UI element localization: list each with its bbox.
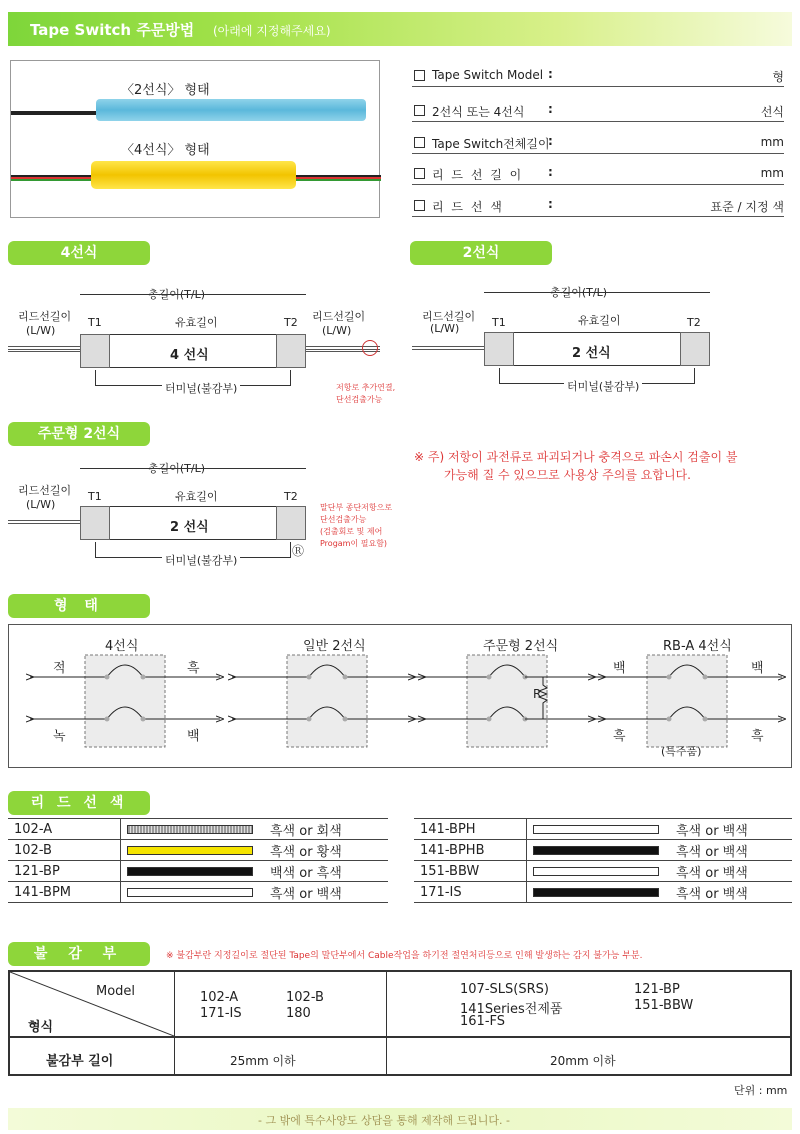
terminal-label: 터미널(불감부) — [162, 552, 240, 568]
order-label: 리 드 선 색 — [432, 200, 504, 214]
lead-wires-left — [412, 346, 484, 350]
model-cell: 151-BBW — [414, 861, 526, 882]
lw-label: (L/W) — [430, 322, 460, 335]
swatch-cell — [526, 819, 676, 840]
eff-length-label: 유효길이 — [578, 314, 621, 327]
contact-dot — [667, 717, 672, 722]
model-102a: 102-A — [200, 990, 239, 1005]
contact-dot — [487, 675, 492, 680]
t1-label: T1 — [88, 490, 102, 503]
wire-color-rt: 흑 — [187, 661, 200, 676]
color-cell: 흑색 or 백색 — [676, 861, 792, 882]
shape-box — [287, 655, 367, 747]
eff-length-label: 유효길이 — [175, 316, 218, 329]
note-red-1: 저항로 추가연결, — [336, 383, 396, 392]
shape-panel — [8, 624, 792, 768]
leadcolor-row — [414, 861, 792, 882]
contact-dot — [105, 675, 110, 680]
contact-dot — [343, 717, 348, 722]
leadcolor-table-right — [414, 818, 792, 903]
contact-dot — [307, 717, 312, 722]
colon: : — [548, 102, 553, 116]
diagram-custom-2wire — [0, 454, 400, 584]
color-cell: 흑색 or 회색 — [270, 819, 388, 840]
note-red-2: 단선검출가능 — [336, 395, 383, 404]
contact-dot — [703, 675, 708, 680]
order-unit: 표준 / 지정 색 — [710, 200, 784, 214]
color-cell: 흑색 or 백색 — [676, 819, 792, 840]
leadcolor-row — [414, 840, 792, 861]
wire-color-rb: 흑 — [751, 729, 764, 744]
deadzone-table — [8, 970, 792, 1076]
total-arrow — [80, 468, 306, 469]
leadcolor-row — [8, 840, 388, 861]
total-arrow — [484, 292, 710, 293]
shape-name-2: 주문형 2선식 — [483, 639, 559, 654]
order-label: 리 드 선 길 이 — [432, 168, 524, 182]
contact-dot — [105, 717, 110, 722]
lead-length-label: 리드선길이 — [18, 484, 72, 497]
shape-box — [85, 655, 165, 747]
order-unit: mm — [760, 135, 784, 149]
color-swatch — [533, 846, 659, 855]
order-row-lead-color[interactable] — [412, 197, 784, 217]
section-shape-head: 형 태 — [8, 594, 150, 618]
order-unit: 선식 — [760, 105, 784, 119]
model-cell: 141-BPHB — [414, 840, 526, 861]
total-length-label: 총길이(T/L) — [148, 462, 206, 475]
lw-label-right: (L/W) — [322, 324, 352, 337]
checkbox[interactable] — [414, 137, 425, 148]
wire-color-lt: 백 — [613, 661, 626, 676]
t2-label: T2 — [284, 490, 298, 503]
leadcolor-table-left — [8, 818, 388, 903]
model-cell: 141-BPH — [414, 819, 526, 840]
tape-center-label: 4 선식 — [170, 348, 209, 363]
header-subtitle: (아래에 지정해주세요) — [213, 24, 331, 38]
model-cell: 121-BP — [8, 861, 120, 882]
deadzone-row-label: 불감부 길이 — [46, 1054, 114, 1069]
color-swatch — [127, 867, 253, 876]
order-label: Tape Switch전체길이 — [432, 137, 550, 151]
swatch-cell — [120, 882, 270, 903]
tape-yellow — [91, 161, 296, 189]
wire-color-lb: 녹 — [53, 729, 66, 744]
t1-label: T1 — [88, 316, 102, 329]
model-180: 180 — [286, 1006, 311, 1021]
wire-end-circle — [362, 340, 378, 356]
model-107sls: 107-SLS(SRS) — [460, 982, 549, 997]
t1-label: T1 — [492, 316, 506, 329]
shape-name-3: RB-A 4선식 — [663, 639, 732, 654]
total-length-label: 총길이(T/L) — [148, 288, 206, 301]
wire-color-rb: 백 — [187, 729, 200, 744]
deadzone-value-25: 25mm 이하 — [230, 1054, 296, 1068]
lw-label: (L/W) — [26, 324, 56, 337]
model-141series: 141Series전제품 — [460, 1002, 563, 1017]
section-custom-2wire-head: 주문형 2선식 — [8, 422, 150, 446]
header-divider — [174, 972, 175, 1074]
row-divider — [10, 1036, 790, 1038]
swatch-cell — [526, 882, 676, 903]
section-leadcolor-head: 리 드 선 색 — [8, 791, 150, 815]
wire-color-rt: 백 — [751, 661, 764, 676]
model-cell: 141-BPM — [8, 882, 120, 903]
contact-dot — [141, 717, 146, 722]
section-4wire-head: 4선식 — [8, 241, 150, 265]
photo-label-2wire: 〈2선식〉 형태 — [121, 83, 210, 98]
lead-length-label-right: 리드선길이 — [312, 310, 366, 323]
color-swatch — [533, 867, 659, 876]
leadcolor-row — [414, 819, 792, 840]
shape-groups — [30, 655, 782, 747]
checkbox[interactable] — [414, 105, 425, 116]
header-bar — [8, 12, 792, 46]
leadcolor-row — [8, 861, 388, 882]
tape-center-label: 2 선식 — [572, 346, 611, 361]
terminal-label: 터미널(불감부) — [564, 378, 642, 394]
product-photo — [10, 60, 380, 218]
colon: : — [548, 197, 553, 211]
wire-multi-4wire-right — [296, 175, 381, 181]
model-121bp: 121-BP — [634, 982, 680, 997]
swatch-cell — [120, 861, 270, 882]
terminal-t1 — [80, 506, 110, 540]
special-order-note: (특주품) — [661, 745, 702, 758]
t2-label: T2 — [284, 316, 298, 329]
lead-length-label: 리드선길이 — [422, 310, 476, 323]
footer-text: - 그 밖에 특수사양도 상담을 통해 제작해 드립니다. - — [258, 1114, 510, 1127]
swatch-cell — [120, 840, 270, 861]
color-swatch — [127, 888, 253, 897]
color-swatch — [127, 825, 253, 834]
swatch-cell — [526, 840, 676, 861]
contact-dot — [343, 675, 348, 680]
lead-wires-left — [8, 520, 80, 524]
order-unit: mm — [760, 166, 784, 180]
lead-wires-left — [8, 346, 80, 352]
shape-box — [647, 655, 727, 747]
color-swatch — [533, 888, 659, 897]
shape-name-0: 4선식 — [105, 639, 139, 654]
terminal-label: 터미널(불감부) — [162, 380, 240, 396]
t2-label: T2 — [687, 316, 701, 329]
header-title: Tape Switch 주문방법 — [30, 21, 195, 39]
group-divider — [386, 972, 387, 1074]
diagram-4wire — [0, 280, 400, 410]
terminal-t1 — [80, 334, 110, 368]
colon: : — [548, 67, 553, 81]
section-2wire-head: 2선식 — [410, 241, 552, 265]
order-unit: 형 — [772, 70, 784, 84]
footer-bar — [8, 1108, 792, 1130]
order-row-lead-length[interactable] — [412, 165, 784, 185]
resistor-label: R — [533, 687, 542, 701]
tape-blue — [96, 99, 366, 121]
total-arrow — [80, 294, 306, 295]
checkbox[interactable] — [414, 70, 425, 81]
wire-color-lb: 흑 — [613, 729, 626, 744]
tape-center-label: 2 선식 — [170, 520, 209, 535]
terminal-t1 — [484, 332, 514, 366]
color-cell: 흑색 or 황색 — [270, 840, 388, 861]
color-cell: 백색 or 흑색 — [270, 861, 388, 882]
colon: : — [548, 134, 553, 148]
warning-line-1: ※ 주) 저항이 과전류로 파괴되거나 충격으로 파손시 검출이 불 — [414, 450, 738, 464]
color-swatch — [533, 825, 659, 834]
order-label: 2선식 또는 4선식 — [432, 105, 525, 119]
total-length-label: 총길이(T/L) — [550, 286, 608, 299]
color-cell: 흑색 or 백색 — [270, 882, 388, 903]
leadcolor-row — [8, 882, 388, 903]
model-151bbw: 151-BBW — [634, 998, 694, 1013]
wire-multi-4wire — [11, 175, 91, 181]
order-label: Tape Switch Model — [432, 68, 544, 82]
model-171is: 171-IS — [200, 1006, 242, 1021]
model-cell: 102-A — [8, 819, 120, 840]
registered-mark: Ⓡ — [292, 544, 305, 558]
contact-dot — [667, 675, 672, 680]
terminal-t2 — [276, 506, 306, 540]
terminal-t2 — [680, 332, 710, 366]
note-red-3: (검출회로 및 제어 — [320, 527, 383, 536]
color-swatch — [127, 846, 253, 855]
swatch-cell — [526, 861, 676, 882]
warning-line-2: 가능해 질 수 있으므로 사용상 주의를 요합니다. — [444, 468, 691, 482]
eff-length-label: 유효길이 — [175, 490, 218, 503]
model-header: Model — [96, 984, 136, 999]
deadzone-value-20: 20mm 이하 — [550, 1054, 616, 1068]
color-cell: 흑색 or 백색 — [676, 840, 792, 861]
lead-length-label: 리드선길이 — [18, 310, 72, 323]
note-red-1: 말단부 종단저항으로 — [320, 503, 393, 512]
photo-label-4wire: 〈4선식〉 형태 — [121, 143, 210, 158]
diagram-2wire — [400, 280, 800, 410]
colon: : — [548, 165, 553, 179]
wire-color-lt: 적 — [53, 661, 66, 676]
note-red-2: 단선검출가능 — [320, 515, 367, 524]
model-102b: 102-B — [286, 990, 324, 1005]
section-deadzone-head: 불 감 부 — [8, 942, 150, 966]
color-cell: 흑색 or 백색 — [676, 882, 792, 903]
terminal-t2 — [276, 334, 306, 368]
checkbox[interactable] — [414, 200, 425, 211]
contact-dot — [141, 675, 146, 680]
leadcolor-row — [414, 882, 792, 903]
contact-dot — [307, 675, 312, 680]
model-161fs: 161-FS — [460, 1014, 506, 1029]
shape-name-1: 일반 2선식 — [303, 639, 366, 654]
model-cell: 171-IS — [414, 882, 526, 903]
type-header: 형식 — [28, 1020, 54, 1035]
order-row-length[interactable] — [412, 134, 784, 154]
wire-black-2wire — [11, 111, 96, 115]
note-red-4: Progam이 필요함) — [320, 539, 388, 548]
model-cell: 102-B — [8, 840, 120, 861]
order-row-model[interactable] — [412, 67, 784, 87]
checkbox[interactable] — [414, 168, 425, 179]
contact-dot — [703, 717, 708, 722]
contact-dot — [487, 717, 492, 722]
leadcolor-row — [8, 819, 388, 840]
unit-note: 단위 : mm — [734, 1084, 788, 1097]
swatch-cell — [120, 819, 270, 840]
order-row-wires[interactable] — [412, 102, 784, 122]
shape-box — [467, 655, 547, 747]
lw-label: (L/W) — [26, 498, 56, 511]
deadzone-note: ※ 불감부란 지정길이로 절단된 Tape의 말단부에서 Cable작업을 하기전 절연처리등으로 인해 발생하는 감지 불가능 부분. — [166, 951, 643, 961]
